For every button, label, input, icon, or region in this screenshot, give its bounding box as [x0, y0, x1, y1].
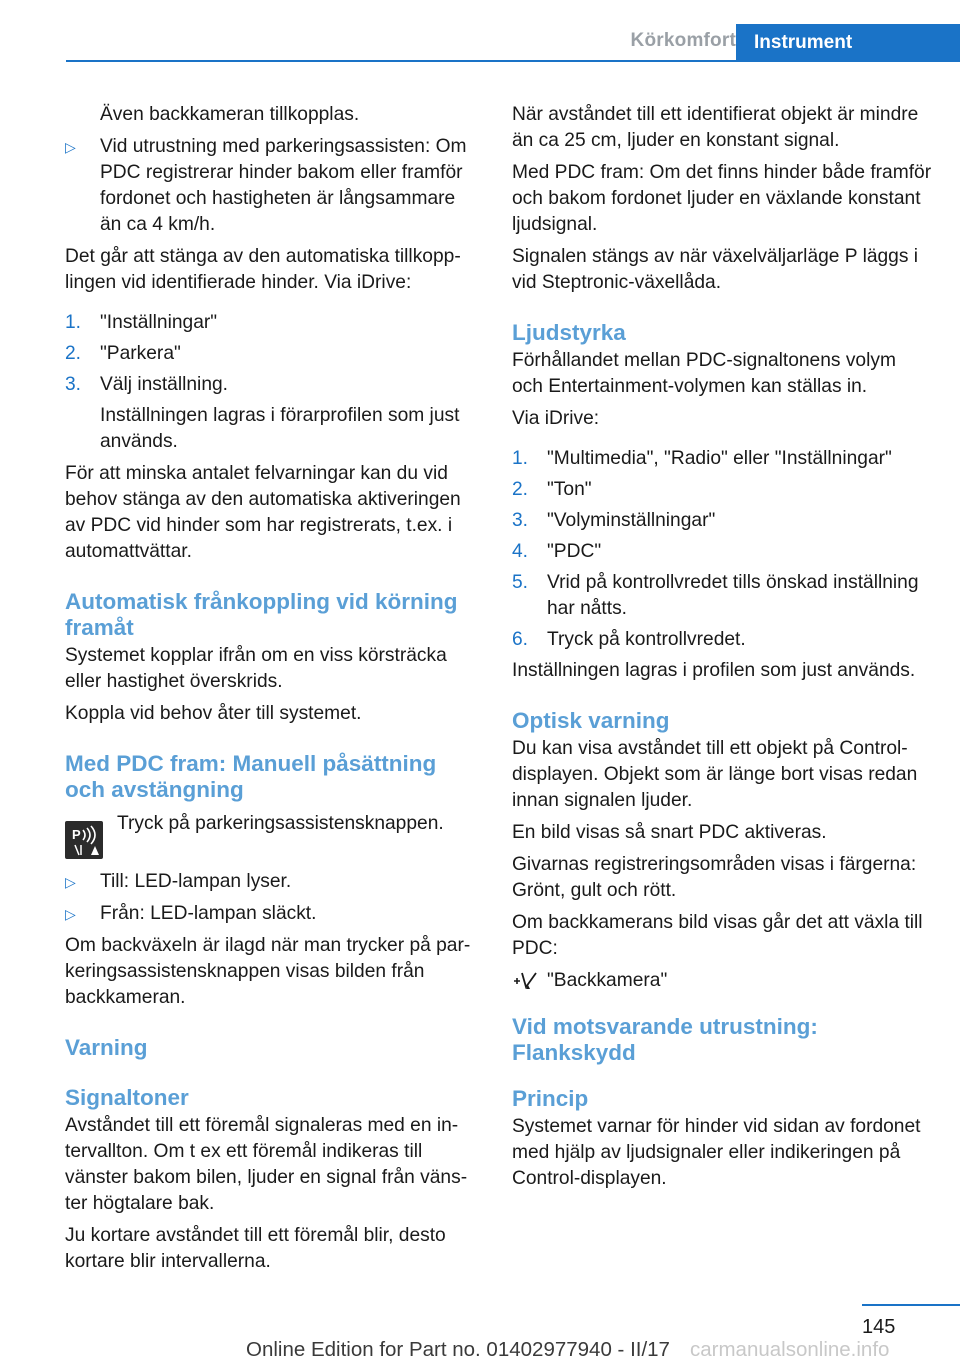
step-text: "PDC"	[547, 541, 602, 562]
paragraph: Om backkamerans bild visas går det att växla till PDC:	[512, 912, 923, 959]
camera-icon	[512, 968, 542, 994]
camera-label: "Backkamera"	[547, 970, 668, 991]
list-item	[512, 627, 932, 653]
footer-rule	[862, 1304, 960, 1306]
list-item	[512, 570, 932, 622]
step-number: 5.	[512, 572, 529, 593]
paragraph: Via iDrive:	[512, 408, 600, 429]
step-number: 3.	[65, 374, 82, 395]
section-heading: Med PDC fram: Manuell påsättning och avstängning	[65, 751, 437, 802]
step-number: 1.	[512, 448, 529, 469]
step-text: Vrid på kontrollvredet tills önskad inställning har nåtts.	[547, 572, 919, 619]
section-heading: Optisk varning	[512, 708, 670, 733]
section-heading: Signaltoner	[65, 1085, 189, 1110]
step-number: 2.	[512, 479, 529, 500]
section-heading: Princip	[512, 1086, 589, 1111]
bullet-item	[65, 901, 480, 927]
paragraph: När avståndet till ett identifierat objekt är mindre än ca 25 cm, ljuder en konstant signal.	[512, 104, 919, 151]
paragraph: Det går att stänga av den automatiska tillkopplingen vid identifierade hinder. Via iDrive:	[65, 246, 461, 293]
page-header	[66, 24, 960, 62]
header-rule	[66, 60, 960, 62]
svg-text:P: P	[72, 827, 81, 842]
triangle-right-icon: ▷	[65, 139, 76, 155]
paragraph: Ju kortare avståndet till ett föremål blir, desto kortare blir intervallerna.	[65, 1225, 446, 1272]
paragraph: Systemet kopplar ifrån om en viss körsträcka eller hastighet överskrids.	[65, 645, 447, 692]
paragraph: Inställningen lagras i profilen som just används.	[512, 660, 916, 681]
icon-instruction-text: Tryck på parkeringsassistensknappen.	[117, 813, 444, 834]
watermark: carmanualsonline.info	[690, 1338, 890, 1361]
step-number: 4.	[512, 541, 529, 562]
step-text: Välj inställning.	[100, 374, 228, 395]
paragraph: En bild visas så snart PDC aktiveras.	[512, 822, 827, 843]
step-note: Inställningen lagras i förarprofilen som just används.	[100, 405, 460, 452]
paragraph: Även backkameran tillkopplas.	[100, 104, 360, 125]
step-text: "Volyminställningar"	[547, 510, 716, 531]
paragraph: Avståndet till ett föremål signaleras med en intervallton. Om t ex ett föremål indikeras till vänster bakom bilen, ljuder en signal från vänster högtalare bak.	[65, 1115, 468, 1214]
steps-list	[512, 446, 932, 653]
paragraph: Signalen stängs av när växelväljarläge P läggs i vid Steptronic-växellåda.	[512, 246, 919, 293]
triangle-right-icon: ▷	[65, 874, 76, 890]
step-number: 6.	[512, 629, 529, 650]
paragraph: Systemet varnar för hinder vid sidan av fordonet med hjälp av ljudsignaler eller indikeringen på Control-displayen.	[512, 1116, 921, 1189]
paragraph: Om backväxeln är ilagd när man trycker på parkeringsassistensknappen visas bilden från backkameran.	[65, 935, 471, 1008]
step-text: "Inställningar"	[100, 312, 218, 333]
section-heading: Vid motsvarande utrustning: Flankskydd	[512, 1014, 818, 1065]
icon-instruction	[65, 811, 480, 859]
bullet-text: Från: LED-lampan släckt.	[100, 903, 317, 924]
step-text: Tryck på kontrollvredet.	[547, 629, 746, 650]
edition-line: Online Edition for Part no. 01402977940 - II/17	[246, 1338, 670, 1361]
list-item	[65, 341, 480, 367]
paragraph: Givarnas registreringsområden visas i färgerna: Grönt, gult och rött.	[512, 854, 917, 901]
step-number: 2.	[65, 343, 82, 364]
bullet-text: Vid utrustning med parkeringsassisten: Om PDC registrerar hinder bakom eller framför fordonet och hastigheten är långsammare än ca 4 km/h.	[100, 136, 467, 235]
list-item	[512, 477, 932, 503]
list-item	[512, 446, 932, 472]
step-text: "Ton"	[547, 479, 592, 500]
paragraph: Koppla vid behov åter till systemet.	[65, 703, 362, 724]
bullet-text: Till: LED-lampan lyser.	[100, 871, 292, 892]
section-heading: Varning	[65, 1035, 148, 1060]
paragraph: Förhållandet mellan PDC-signaltonens volym och Entertainment-volymen kan ställas in.	[512, 350, 896, 397]
bullet-item	[65, 134, 480, 238]
camera-instruction	[512, 968, 932, 994]
bullet-item	[65, 869, 480, 895]
right-column	[512, 102, 932, 1198]
step-text: "Multimedia", "Radio" eller "Inställningar"	[547, 448, 892, 469]
list-item	[65, 310, 480, 336]
steps-list	[65, 310, 480, 455]
pdc-button-icon	[65, 821, 103, 859]
paragraph: För att minska antalet felvarningar kan du vid behov stänga av den automatiska aktiveringen av PDC vid hinder som har registrerats, t.ex. i automattvättar.	[65, 463, 461, 562]
list-item	[512, 539, 932, 565]
section-heading: Ljudstyrka	[512, 320, 626, 345]
step-number: 3.	[512, 510, 529, 531]
page-number: 145	[862, 1316, 896, 1338]
list-item	[512, 508, 932, 534]
triangle-right-icon: ▷	[65, 906, 76, 922]
step-text: "Parkera"	[100, 343, 181, 364]
left-column	[65, 102, 480, 1281]
section-heading: Automatisk frånkoppling vid körning framåt	[65, 589, 458, 640]
paragraph: Du kan visa avståndet till ett objekt på Control-displayen. Objekt som är länge bort visas redan innan signalen ljuder.	[512, 738, 918, 811]
step-number: 1.	[65, 312, 82, 333]
list-item	[65, 372, 480, 398]
tab-korkomfort[interactable]: Körkomfort	[630, 30, 736, 51]
paragraph: Med PDC fram: Om det finns hinder både framför och bakom fordonet ljuder en växlande konstant ljudsignal.	[512, 162, 932, 235]
tab-instrument[interactable]: Instrument	[736, 24, 960, 62]
